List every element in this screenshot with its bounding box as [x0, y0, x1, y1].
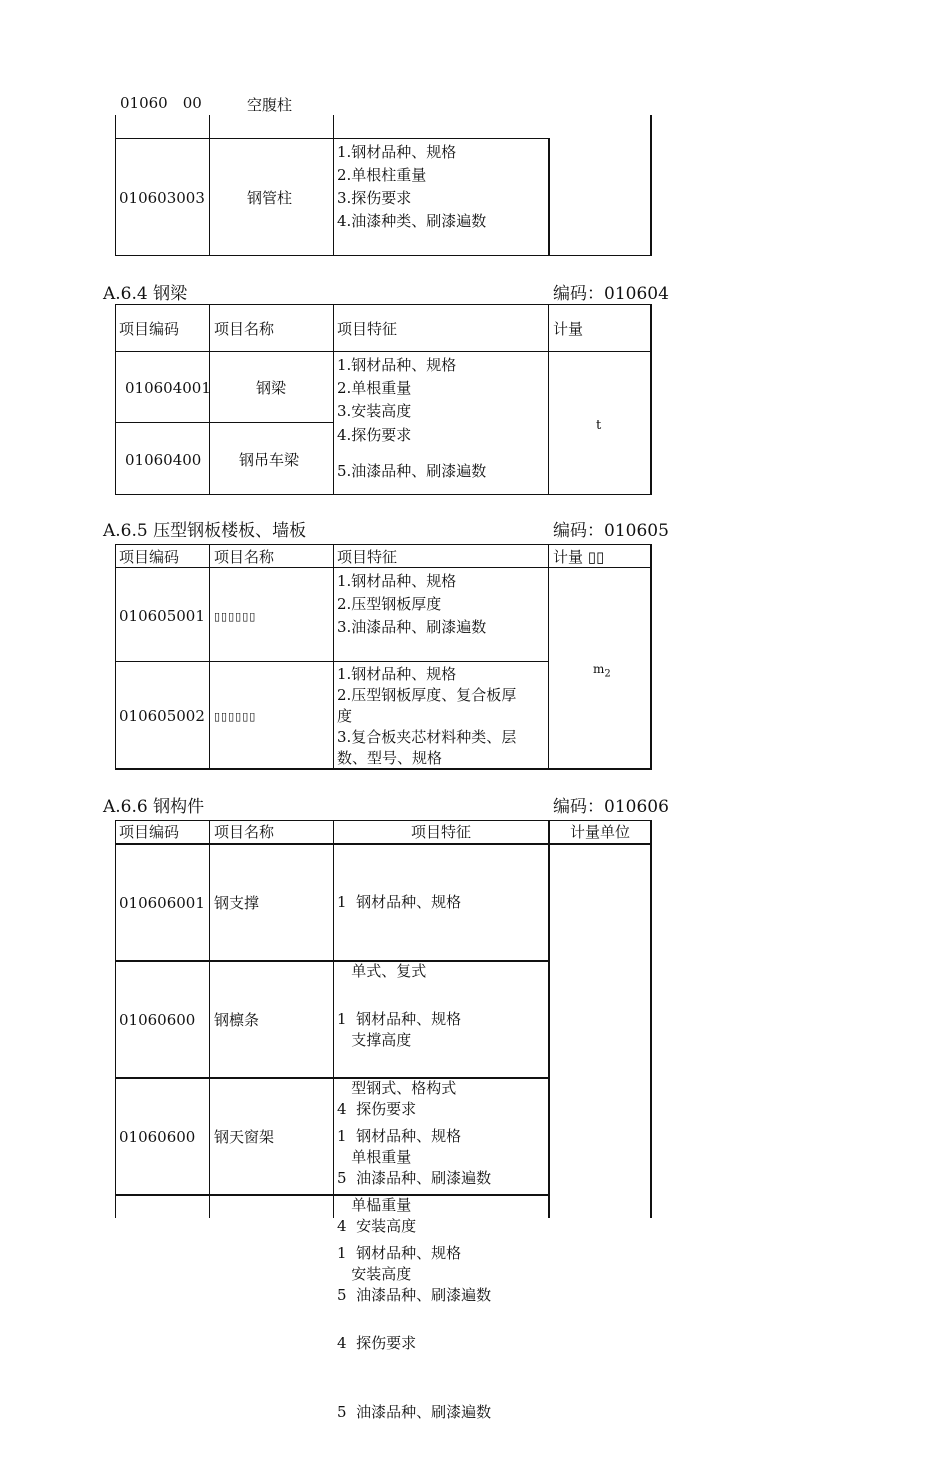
feature-line: 2.压型钢板厚度 [337, 595, 442, 613]
a66-row2-code: 01060600 [119, 1011, 196, 1029]
feature-line: 1.钢材品种、规格 [337, 143, 457, 161]
a66-row1-name: 钢支撑 [214, 894, 260, 912]
feature-line: 支撑高度 [337, 1031, 412, 1049]
a66-row3-code: 01060600 [119, 1128, 196, 1146]
feature-line: 4 探伤要求 [337, 1100, 417, 1118]
a66-row1-code: 010606001 [119, 894, 205, 912]
feature-line: 3.复合板夹芯材料种类、层 [337, 728, 517, 746]
feature-line: 型钢式、格构式 [337, 1079, 457, 1097]
feature-line: 1 钢材品种、规格 [337, 1010, 462, 1028]
feature-line: 2.压型钢板厚度、复合板厚 [337, 686, 517, 704]
feature-line: 1 钢材品种、规格 [337, 1244, 462, 1262]
a64-feature-5: 5.油漆品种、刷漆遍数 [337, 462, 487, 480]
section-a65-code: 编码：010605 [553, 521, 669, 541]
a66-header-features: 项目特征 [410, 823, 471, 841]
a64-header-features: 项目特征 [337, 320, 398, 338]
section-a65-title: A.6.5 压型钢板楼板、墙板 [103, 521, 307, 541]
section-a64-title: A.6.4 钢梁 [103, 284, 188, 304]
top-row2-features [337, 141, 486, 233]
a66-header-unit: 计量单位 [569, 823, 630, 841]
feature-line: 数、型号、规格 [337, 749, 443, 767]
feature-line: 2.单根柱重量 [337, 166, 427, 184]
top-row2-name: 钢管柱 [247, 189, 293, 207]
a64-row1-name: 钢梁 [256, 379, 287, 397]
a65-row1-name: ▯▯▯▯▯▯ [214, 610, 257, 623]
section-a66-title: A.6.6 钢构件 [103, 797, 205, 817]
a64-header-code: 项目编码 [119, 320, 180, 338]
feature-line: 单榀重量 [337, 1196, 412, 1214]
a66-header-code: 项目编码 [119, 823, 180, 841]
feature-line: 1 钢材品种、规格 [337, 1127, 462, 1145]
feature-line: 1.钢材品种、规格 [337, 572, 457, 590]
a65-header-unit: 计量 ▯▯ [553, 548, 605, 566]
top-row1-name: 空腹柱 [247, 96, 293, 114]
a64-row2-name: 钢吊车梁 [239, 451, 300, 469]
a65-row2-name: ▯▯▯▯▯▯ [214, 710, 257, 723]
a64-row2-code: 01060400 [125, 451, 202, 469]
feature-line: 单根重量 [337, 1148, 412, 1166]
a65-header-code: 项目编码 [119, 548, 180, 566]
a64-feature-3: 3.安装高度 [337, 402, 412, 420]
feature-line: 5 油漆品种、刷漆遍数 [337, 1169, 492, 1187]
a65-header-name: 项目名称 [214, 548, 275, 566]
a64-header-unit: 计量 [553, 320, 584, 338]
a64-row1-code: 010604001 [125, 379, 211, 397]
a65-row2-features [337, 664, 516, 769]
top-row1-code: 01060 00 [120, 94, 202, 112]
a66-header-name: 项目名称 [214, 823, 275, 841]
a66-row4-features [337, 1196, 461, 1311]
feature-line: 4 探伤要求 [337, 1334, 417, 1352]
feature-line: 1.钢材品种、规格 [337, 665, 457, 683]
a65-row1-code: 010605001 [119, 607, 205, 625]
a66-row3-name: 钢天窗架 [214, 1128, 275, 1146]
feature-line: 4.油漆种类、刷漆遍数 [337, 212, 487, 230]
a65-row1-features [337, 570, 486, 639]
a65-row2-code: 010605002 [119, 707, 205, 725]
a64-header-name: 项目名称 [214, 320, 275, 338]
feature-line: 5 油漆品种、刷漆遍数 [337, 1403, 492, 1421]
section-a66-code: 编码：010606 [553, 797, 669, 817]
a65-unit-sub: 2 [604, 668, 611, 680]
feature-line: 3.探伤要求 [337, 189, 412, 207]
feature-line: 单式、复式 [337, 962, 427, 980]
a64-unit: t [596, 418, 602, 433]
a65-unit [593, 662, 611, 681]
a64-feature-4: 4.探伤要求 [337, 426, 412, 444]
a65-header-features: 项目特征 [337, 548, 398, 566]
section-a64-code: 编码：010604 [553, 284, 669, 304]
feature-line: 4 安装高度 [337, 1217, 417, 1235]
feature-line: 5 油漆品种、刷漆遍数 [337, 1286, 492, 1304]
a66-row2-name: 钢檩条 [214, 1011, 260, 1029]
top-row2-code: 010603003 [119, 189, 205, 207]
a65-unit-main: m [593, 662, 605, 676]
feature-line: 1 钢材品种、规格 [337, 893, 462, 911]
feature-line: 安装高度 [337, 1265, 412, 1283]
a64-feature-2: 2.单根重量 [337, 379, 412, 397]
feature-line: 度 [337, 707, 353, 725]
a64-feature-1: 1.钢材品种、规格 [337, 356, 457, 374]
feature-line: 3.油漆品种、刷漆遍数 [337, 618, 487, 636]
